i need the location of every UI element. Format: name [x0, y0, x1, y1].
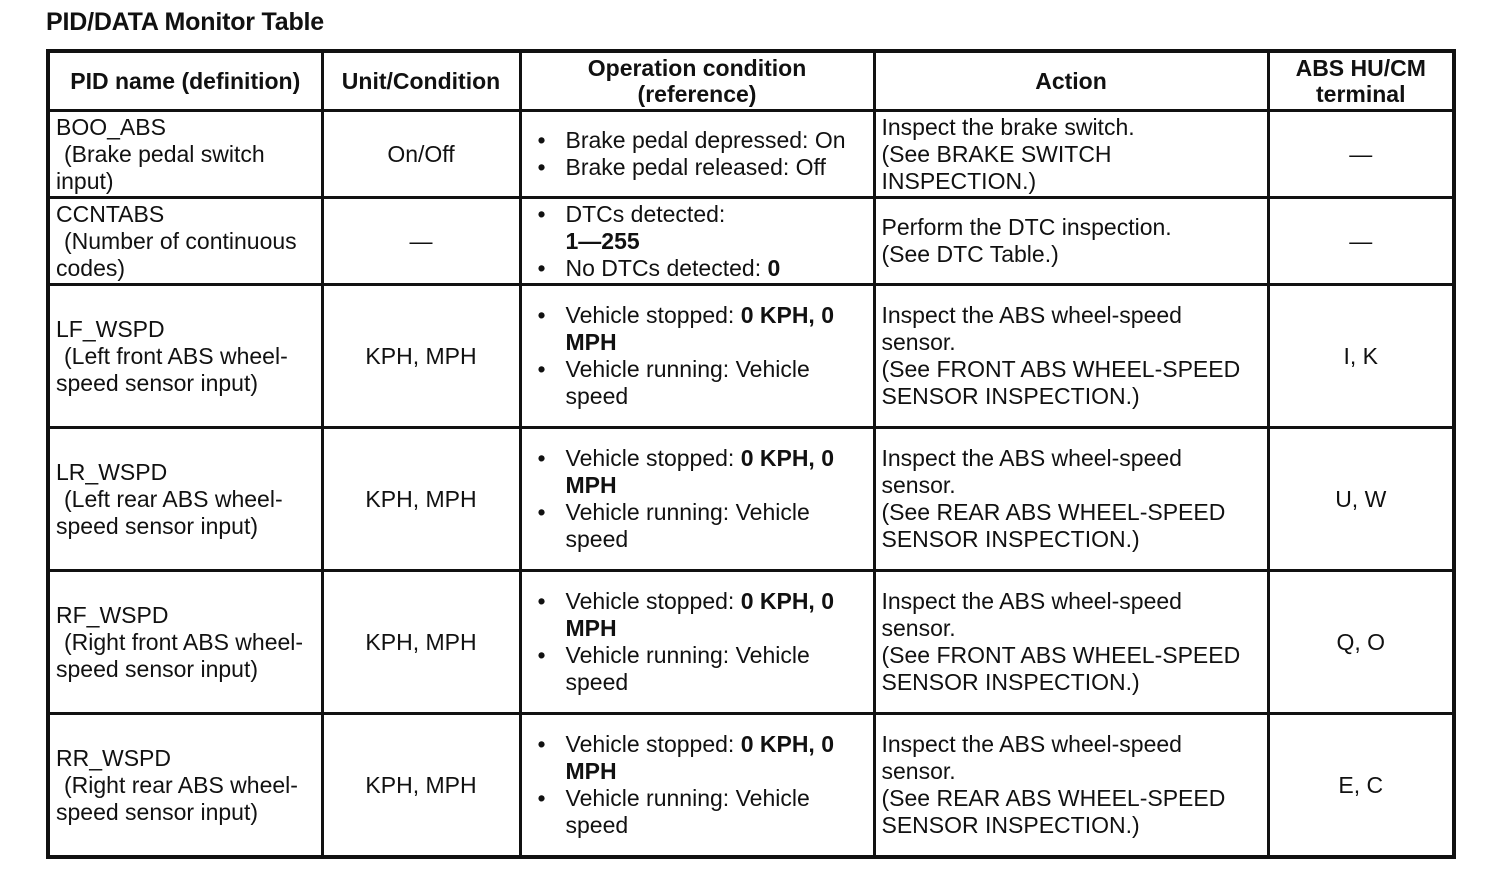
condition-text: Vehicle stopped: [565, 731, 741, 757]
table-row [48, 198, 1454, 285]
pid-cell [48, 285, 322, 428]
operation-cell [520, 111, 874, 198]
condition-text: Vehicle stopped: [565, 302, 741, 328]
condition-value: 0 KPH, 0 MPH [565, 731, 835, 784]
condition-text: Vehicle stopped: [565, 588, 741, 614]
pid-definition: (Brake pedal switch input) [56, 140, 265, 194]
pid-name: LR_WSPD [56, 458, 168, 485]
pid-cell [48, 111, 322, 198]
condition-text: No DTCs detected: [565, 254, 768, 281]
condition-text: Vehicle running: [565, 642, 736, 668]
pid-definition: (Right rear ABS wheel-speed sensor input) [56, 771, 298, 825]
operation-cell [520, 571, 874, 714]
pid-definition: (Right front ABS wheel-speed sensor input) [56, 628, 304, 682]
unit-cell: KPH, MPH [322, 285, 520, 428]
condition-list [528, 445, 867, 553]
action-cell [874, 571, 1268, 714]
table-header-row [48, 51, 1454, 111]
condition-item [528, 642, 867, 696]
condition-list [528, 731, 867, 839]
header-pid-name: PID name (definition) [48, 51, 322, 111]
unit-cell: — [322, 198, 520, 285]
condition-text: Vehicle running: [565, 785, 736, 811]
table-row [48, 714, 1454, 858]
operation-cell [520, 198, 874, 285]
header-operation-condition: Operation condition (reference) [520, 51, 874, 111]
condition-item [528, 731, 867, 785]
action-line: Inspect the ABS wheel-speed sensor. [881, 302, 1182, 355]
pid-name: LF_WSPD [56, 315, 165, 342]
operation-cell [520, 285, 874, 428]
table-row [48, 571, 1454, 714]
action-cell [874, 285, 1268, 428]
pid-name: RF_WSPD [56, 601, 169, 628]
action-reference: (See DTC Table.) [881, 241, 1059, 267]
condition-item [528, 445, 867, 499]
condition-value: 0 KPH, 0 MPH [565, 445, 835, 498]
pid-definition: (Left rear ABS wheel-speed sensor input) [56, 485, 283, 539]
condition-value: Vehicle speed [565, 356, 810, 409]
action-line: Perform the DTC inspection. [881, 214, 1172, 240]
condition-value: Off [795, 154, 826, 180]
condition-text: Brake pedal depressed: [565, 127, 815, 153]
condition-list [528, 588, 867, 696]
condition-text: Brake pedal released: [565, 154, 796, 180]
header-unit-condition: Unit/Condition [322, 51, 520, 111]
action-reference: (See REAR ABS WHEEL-SPEED SENSOR INSPECTION.) [881, 499, 1226, 552]
condition-item [528, 356, 867, 410]
pid-definition: (Left front ABS wheel-speed sensor input) [56, 342, 288, 396]
condition-value: Vehicle speed [565, 499, 810, 552]
pid-name: BOO_ABS [56, 113, 166, 140]
action-reference: (See REAR ABS WHEEL-SPEED SENSOR INSPECTION.) [881, 785, 1226, 838]
action-reference: (See BRAKE SWITCH INSPECTION.) [881, 140, 1112, 194]
terminal-cell: — [1268, 111, 1454, 198]
action-line: Inspect the ABS wheel-speed sensor. [881, 588, 1182, 641]
terminal-cell: I, K [1268, 285, 1454, 428]
action-line: Inspect the brake switch. [881, 113, 1135, 140]
pid-cell [48, 571, 322, 714]
terminal-cell: Q, O [1268, 571, 1454, 714]
condition-item [528, 201, 867, 255]
pid-data-monitor-table [46, 49, 1456, 859]
condition-text: Vehicle running: [565, 499, 736, 525]
condition-item [528, 302, 867, 356]
table-row [48, 111, 1454, 198]
pid-cell [48, 714, 322, 858]
condition-item [528, 127, 867, 154]
condition-value: 0 KPH, 0 MPH [565, 302, 835, 355]
action-cell [874, 198, 1268, 285]
condition-value: 0 KPH, 0 MPH [565, 588, 835, 641]
unit-cell: On/Off [322, 111, 520, 198]
action-line: Inspect the ABS wheel-speed sensor. [881, 445, 1182, 498]
action-cell [874, 111, 1268, 198]
condition-item [528, 588, 867, 642]
action-reference: (See FRONT ABS WHEEL-SPEED SENSOR INSPECTION.) [881, 356, 1241, 409]
pid-name: RR_WSPD [56, 744, 172, 771]
condition-value: 1—255 [565, 227, 640, 254]
condition-value: On [814, 127, 846, 153]
condition-value: Vehicle speed [565, 642, 810, 695]
condition-item [528, 785, 867, 839]
condition-list [528, 127, 867, 181]
pid-cell [48, 428, 322, 571]
pid-name: CCNTABS [56, 200, 165, 227]
page-title: PID/DATA Monitor Table [46, 8, 324, 36]
operation-cell [520, 428, 874, 571]
action-reference: (See FRONT ABS WHEEL-SPEED SENSOR INSPECTION.) [881, 642, 1241, 695]
condition-text: Vehicle running: [565, 356, 736, 382]
terminal-cell: E, C [1268, 714, 1454, 858]
terminal-cell: — [1268, 198, 1454, 285]
condition-text: Vehicle stopped: [565, 445, 741, 471]
unit-cell: KPH, MPH [322, 428, 520, 571]
condition-list [528, 201, 867, 282]
condition-value: Vehicle speed [565, 785, 810, 838]
action-cell [874, 428, 1268, 571]
terminal-cell: U, W [1268, 428, 1454, 571]
condition-list [528, 302, 867, 410]
header-action: Action [874, 51, 1268, 111]
action-line: Inspect the ABS wheel-speed sensor. [881, 731, 1182, 784]
pid-cell [48, 198, 322, 285]
header-terminal: ABS HU/CM terminal [1268, 51, 1454, 111]
unit-cell: KPH, MPH [322, 714, 520, 858]
action-cell [874, 714, 1268, 858]
condition-item [528, 154, 867, 181]
pid-definition: (Number of continuous codes) [56, 227, 297, 281]
table-row [48, 428, 1454, 571]
operation-cell [520, 714, 874, 858]
unit-cell: KPH, MPH [322, 571, 520, 714]
condition-item [528, 499, 867, 553]
table-row [48, 285, 1454, 428]
condition-item [528, 255, 867, 282]
condition-text: DTCs detected: [565, 200, 726, 227]
condition-value: 0 [767, 254, 781, 281]
